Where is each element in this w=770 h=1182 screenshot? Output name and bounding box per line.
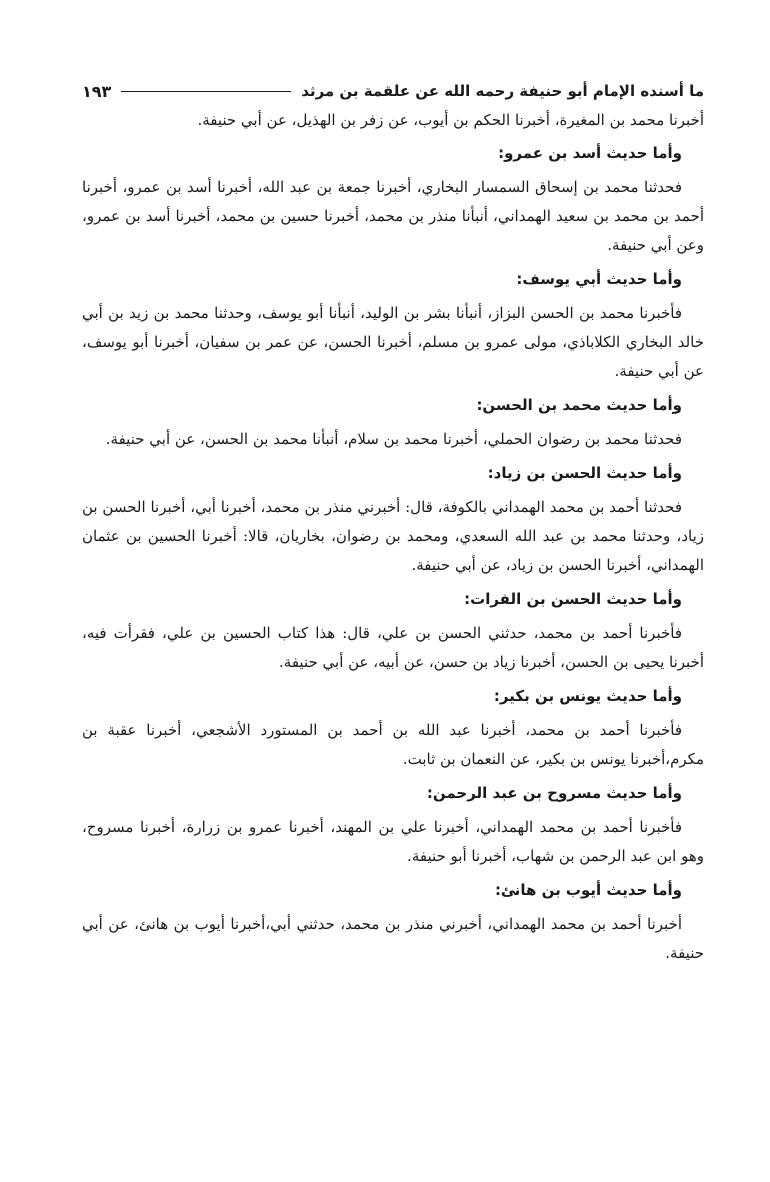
section-paragraph: فحدثنا أحمد بن محمد الهمداني بالكوفة، قال: أخبرني منذر بن محمد، أخبرنا أبي، أخبرنا الحسن بن زياد، وحدثنا محمد بن عبد الله السعدي، ومحمد بن رضوان، بخاريان، قالا: أخبرنا الحسين بن عثمان الهمداني، أخبرنا الحسن بن زياد، عن أبي حنيفة. xyxy=(82,498,704,574)
section-paragraph: فحدثنا محمد بن رضوان الحملي، أخبرنا محمد بن سلام، أنبأنا محمد بن الحسن، عن أبي حنيفة. xyxy=(105,430,682,448)
section-heading: وأما حديث أيوب بن هانئ: xyxy=(494,881,682,899)
header-rule xyxy=(121,91,291,92)
section-paragraph: فأخبرنا أحمد بن محمد، أخبرنا عبد الله بن أحمد بن المستورد الأشجعي، أخبرنا عقبة بن مكرم،أخبرنا يونس بن بكير، عن النعمان بن ثابت. xyxy=(82,721,704,768)
section-paragraph: فأخبرنا محمد بن الحسن البزاز، أنبأنا بشر بن الوليد، أنبأنا أبو يوسف، وحدثنا محمد بن زيد بن أبي خالد البخاري الكلاباذي، مولى عمرو بن مسلم، أخبرنا الحسن، عن عمر بن سفيان، أخبرنا أبو يوسف، عن أبي حنيفة. xyxy=(82,304,704,380)
intro-paragraph: أخبرنا محمد بن المغيرة، أخبرنا الحكم بن أيوب، عن زفر بن الهذيل، عن أبي حنيفة. xyxy=(197,111,704,129)
section-paragraph: أخبرنا أحمد بن محمد الهمداني، أخبرني منذر بن محمد، حدثني أبي،أخبرنا أيوب بن هانئ، عن أبي حنيفة. xyxy=(82,915,704,962)
section-ayyub-ibn-hani xyxy=(82,875,704,968)
section-heading: وأما حديث محمد بن الحسن: xyxy=(476,396,682,414)
section-masruh xyxy=(82,778,704,871)
section-asad xyxy=(82,138,704,260)
running-header xyxy=(82,78,704,104)
section-heading: وأما حديث أبي يوسف: xyxy=(516,270,682,288)
section-paragraph: فأخبرنا أحمد بن محمد الهمداني، أخبرنا علي بن المهند، أخبرنا عمرو بن زرارة، أخبرنا مسروح، وهو ابن عبد الرحمن بن شهاب، أخبرنا أبو حنيفة. xyxy=(82,818,704,865)
page-number: ١٩٣ xyxy=(82,81,112,101)
section-al-hasan-ibn-ziyad xyxy=(82,458,704,580)
section-heading: وأما حديث الحسن بن زياد: xyxy=(487,464,682,482)
section-heading: وأما حديث الحسن بن الفرات: xyxy=(464,590,682,608)
book-page xyxy=(82,78,704,972)
chapter-title: ما أسنده الإمام أبو حنيفة رحمه الله عن علقمة بن مرثد xyxy=(301,82,704,100)
section-paragraph: فأخبرنا أحمد بن محمد، حدثني الحسن بن علي، قال: هذا كتاب الحسين بن علي، فقرأت فيه، أخبرنا يحيى بن الحسن، أخبرنا زياد بن حسن، عن أبيه، عن أبي حنيفة. xyxy=(82,624,704,671)
section-paragraph: فحدثنا محمد بن إسحاق السمسار البخاري، أخبرنا جمعة بن عبد الله، أخبرنا أسد بن عمرو، أخبرنا أحمد بن محمد بن سعيد الهمداني، أنبأنا منذر بن محمد، أخبرنا حسين بن محمد، أخبرنا أسد بن عمرو، وعن أبي حنيفة. xyxy=(82,178,704,254)
section-heading: وأما حديث يونس بن بكير: xyxy=(493,687,682,705)
section-heading: وأما حديث أسد بن عمرو: xyxy=(498,144,682,162)
section-al-hasan-ibn-al-furat xyxy=(82,584,704,677)
section-muhammad-ibn-al-hasan xyxy=(82,390,704,454)
section-heading: وأما حديث مسروح بن عبد الرحمن: xyxy=(426,784,682,802)
section-yunus-ibn-bukayr xyxy=(82,681,704,774)
section-abu-yusuf xyxy=(82,264,704,386)
